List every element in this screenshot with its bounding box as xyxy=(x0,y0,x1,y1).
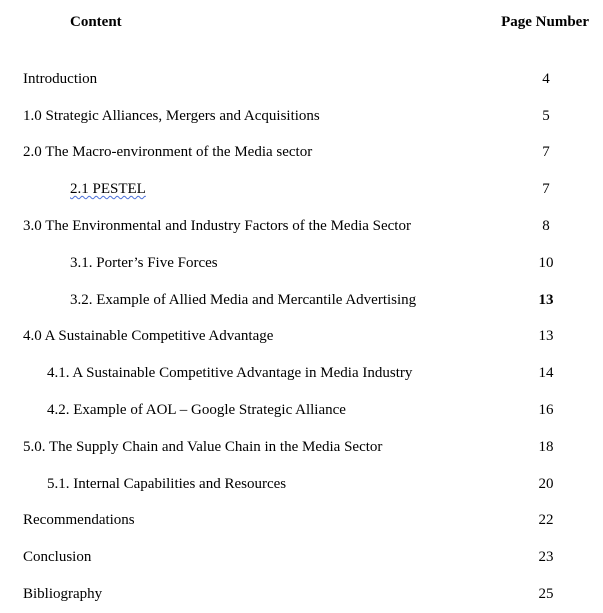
toc-entry-label: 5.0. The Supply Chain and Value Chain in the Media Sector xyxy=(23,439,383,455)
toc-entry-introduction xyxy=(0,68,603,90)
toc-entry-label: 2.0 The Macro-environment of the Media sector xyxy=(23,144,313,160)
toc-entry-recommendations xyxy=(0,509,603,531)
toc-entry-label: 3.1. Porter’s Five Forces xyxy=(70,255,218,271)
toc-entry-page: 10 xyxy=(538,255,554,271)
toc-entry-section-4-2 xyxy=(0,399,603,421)
toc-entry-page: 13 xyxy=(538,292,554,308)
toc-entry-label: Conclusion xyxy=(23,549,92,565)
toc-entry-section-4-1 xyxy=(0,362,603,384)
toc-entry-label: 4.2. Example of AOL – Google Strategic Alliance xyxy=(47,402,346,418)
toc-entry-section-4 xyxy=(0,325,603,347)
toc-entry-section-3-2 xyxy=(0,289,603,311)
toc-entry-page: 23 xyxy=(538,549,554,565)
toc-entry-label: 3.0 The Environmental and Industry Factors of the Media Sector xyxy=(23,218,411,234)
toc-entry-section-3-1 xyxy=(0,252,603,274)
toc-entry-page: 18 xyxy=(538,439,554,455)
toc-entry-label: 2.1 PESTEL xyxy=(70,181,146,197)
toc-entry-label: 3.2. Example of Allied Media and Mercantile Advertising xyxy=(70,292,417,308)
toc-entry-section-2 xyxy=(0,141,603,163)
toc-entry-page: 4 xyxy=(542,71,550,87)
page-number-column-header: Page Number xyxy=(501,14,589,30)
toc-entry-page: 13 xyxy=(538,328,554,344)
content-column-header: Content xyxy=(70,14,122,30)
toc-entry-label: Introduction xyxy=(23,71,98,87)
toc-entry-label: 4.1. A Sustainable Competitive Advantage in Media Industry xyxy=(47,365,413,381)
toc-entry-section-1 xyxy=(0,105,603,127)
toc-entry-page: 22 xyxy=(538,512,554,528)
toc-entry-section-2-1 xyxy=(0,178,603,200)
toc-entry-label: 1.0 Strategic Alliances, Mergers and Acquisitions xyxy=(23,108,320,124)
toc-entry-page: 7 xyxy=(542,144,550,160)
toc-entry-label: Recommendations xyxy=(23,512,135,528)
toc-entry-section-3 xyxy=(0,215,603,237)
toc-entry-section-5-1 xyxy=(0,473,603,495)
toc-entry-label: 4.0 A Sustainable Competitive Advantage xyxy=(23,328,274,344)
toc-entry-page: 16 xyxy=(538,402,554,418)
toc-entry-bibliography xyxy=(0,583,603,605)
toc-entry-page: 25 xyxy=(538,586,554,602)
toc-entry-page: 5 xyxy=(542,108,550,124)
toc-entry-page: 14 xyxy=(538,365,554,381)
toc-entry-page: 7 xyxy=(542,181,550,197)
toc-entry-conclusion xyxy=(0,546,603,568)
toc-entry-section-5 xyxy=(0,436,603,458)
toc-entry-label: Bibliography xyxy=(23,586,103,602)
toc-entry-page: 8 xyxy=(542,218,550,234)
toc-entry-page: 20 xyxy=(538,476,554,492)
toc-entry-label: 5.1. Internal Capabilities and Resources xyxy=(47,476,287,492)
